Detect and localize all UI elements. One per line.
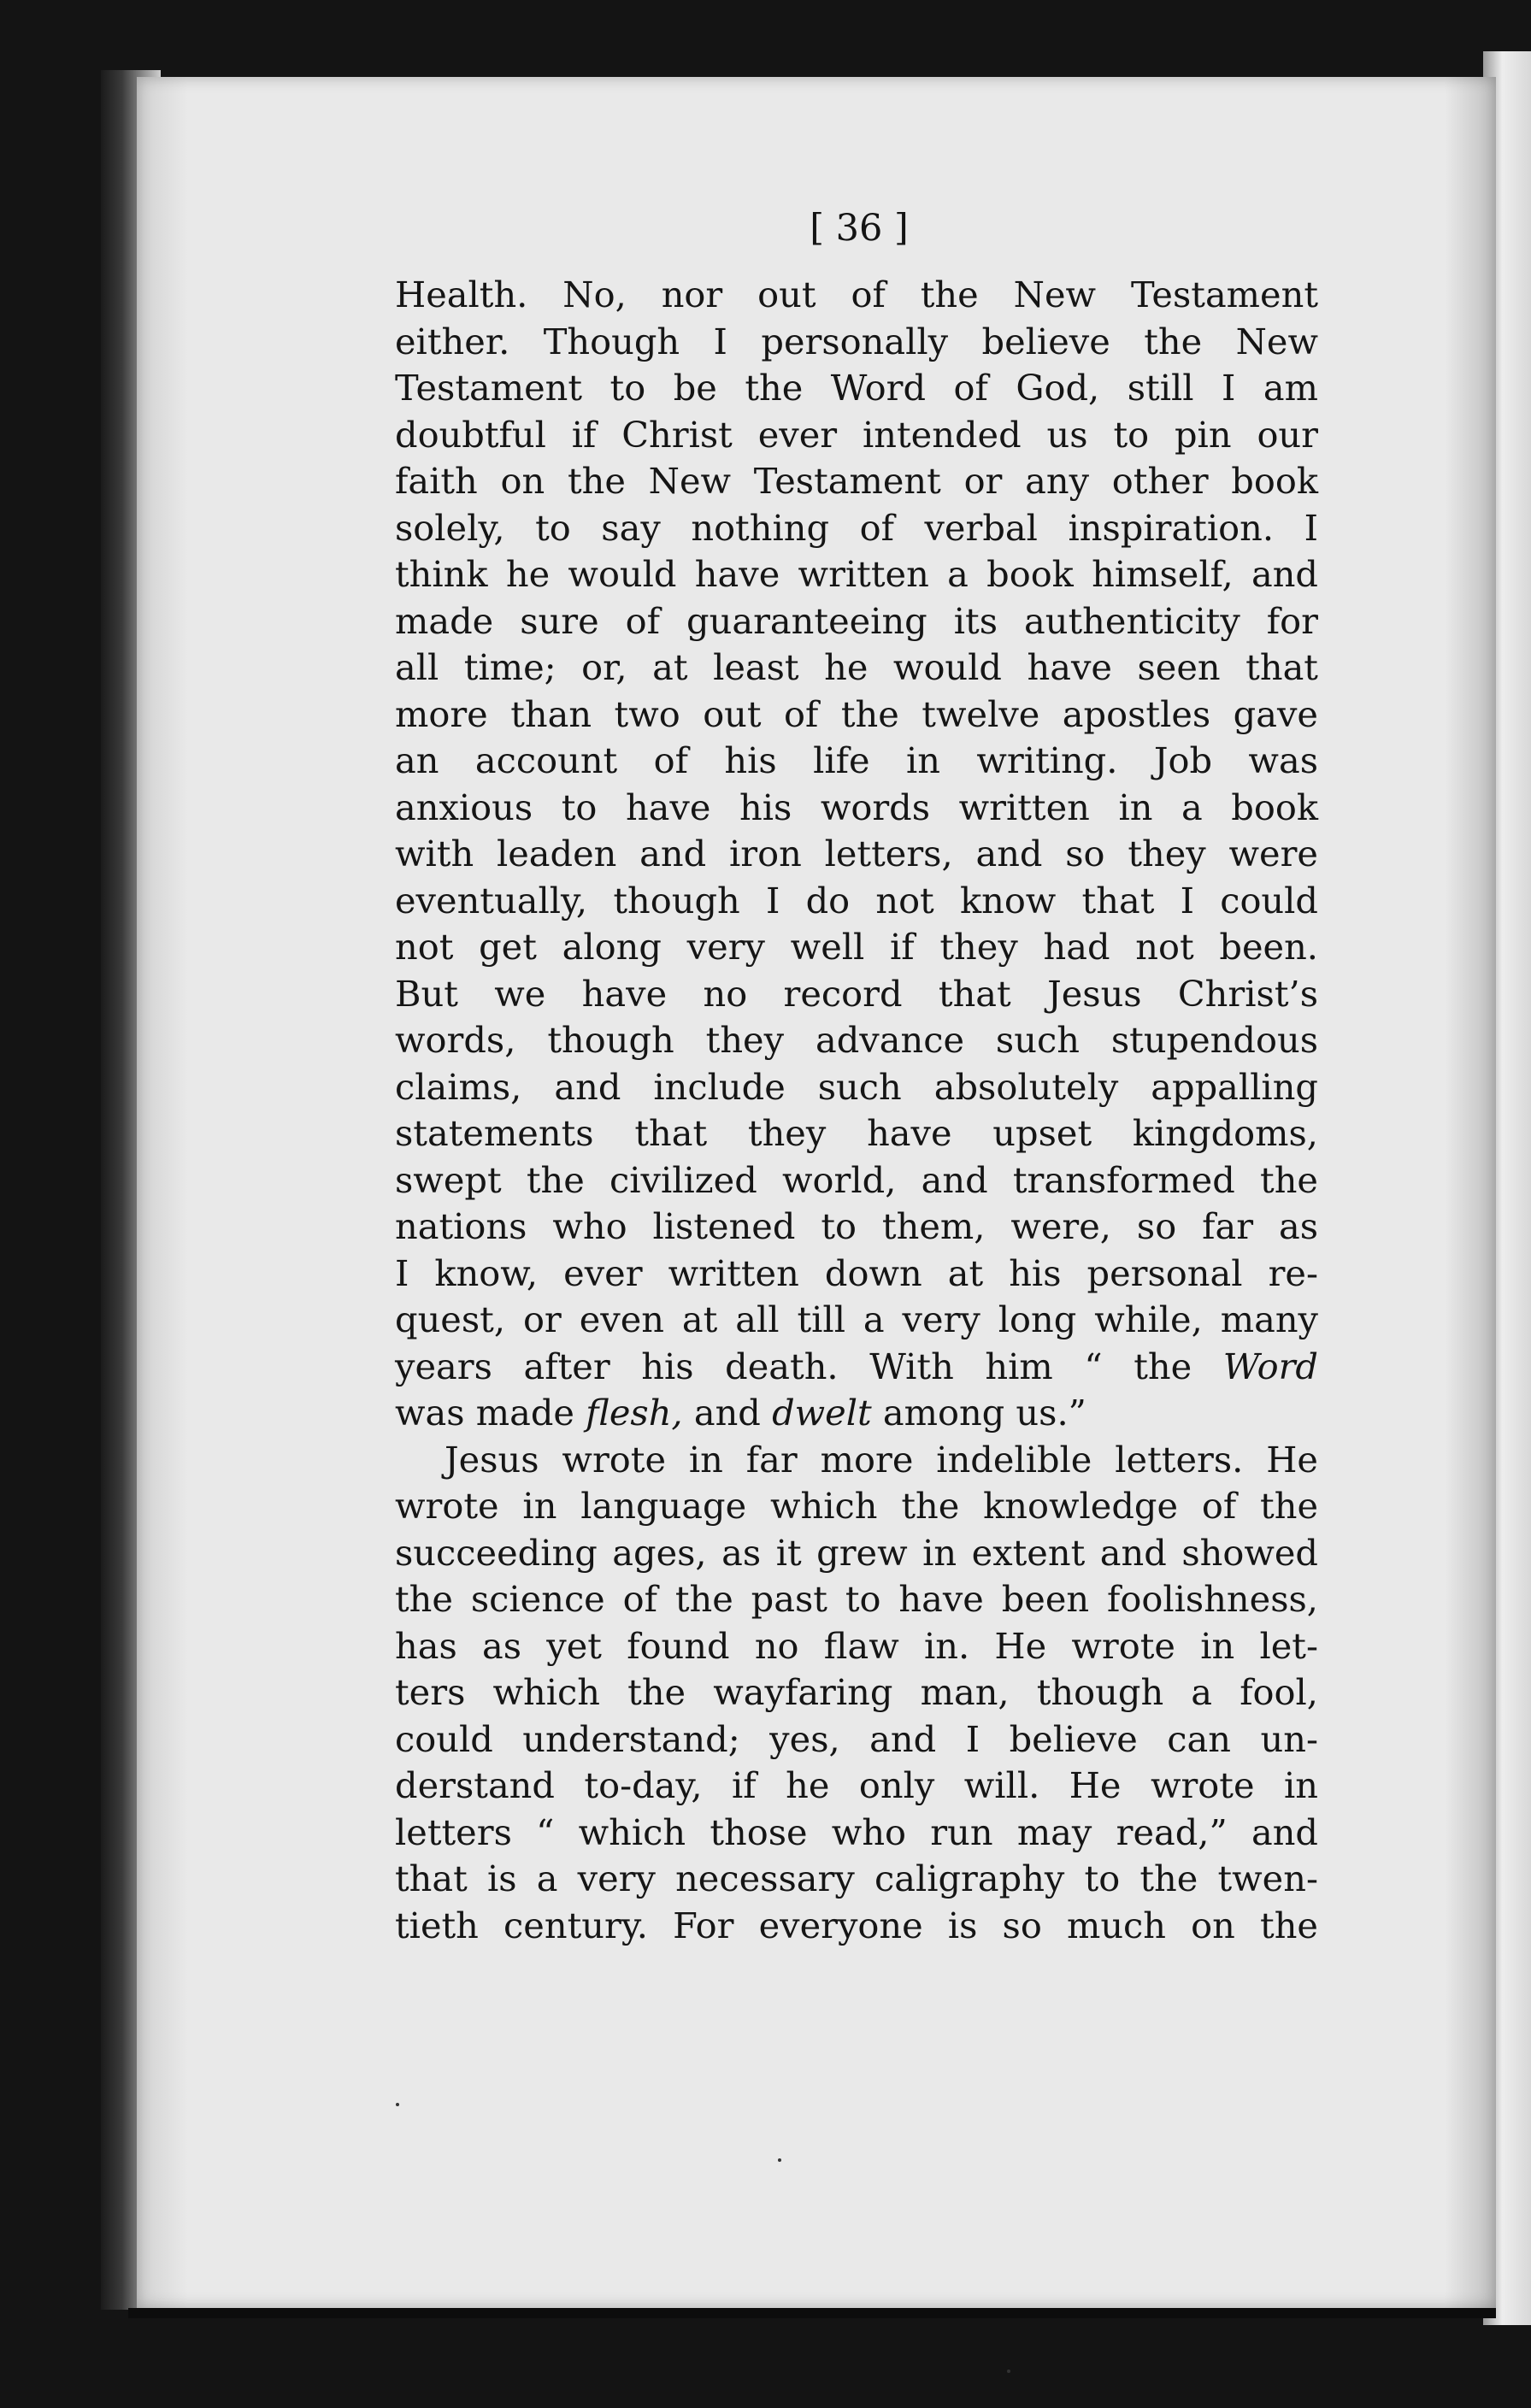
text-line: faith on the New Testament or any other book (395, 460, 1318, 502)
text-line: Jesus wrote in far more indelible letters. He (445, 1438, 1318, 1481)
text-line: with leaden and iron letters, and so they were (395, 833, 1318, 874)
text-line: swept the civilized world, and transformed the (395, 1158, 1318, 1201)
text-fragment: years after his death. With him “ the (395, 1345, 1223, 1387)
text-line-with-italic (395, 1390, 1318, 1437)
text-line: anxious to have his words written in a book (395, 786, 1318, 828)
text-line: But we have no record that Jesus Christ’s (395, 972, 1318, 1015)
page-number: [ 36 ] (810, 207, 909, 250)
text-line: think he would have written a book himself, and (395, 553, 1318, 595)
text-line: ters which the wayfaring man, though a fool, (395, 1671, 1318, 1713)
text-fragment: among us.” (871, 1392, 1086, 1434)
scan-speck (1007, 2370, 1010, 2373)
text-line: claims, and include such absolutely appalling (395, 1065, 1318, 1108)
text-line: the science of the past to have been foolishness, (395, 1578, 1318, 1620)
text-line: all time; or, at least he would have seen that (395, 646, 1318, 688)
text-line: wrote in language which the knowledge of the (395, 1485, 1318, 1527)
text-line: succeeding ages, as it grew in extent and showed (395, 1531, 1318, 1574)
italic-word: flesh, (586, 1392, 683, 1434)
text-fragment: and (682, 1392, 773, 1434)
text-line: statements that they have upset kingdoms, (395, 1112, 1318, 1154)
text-line: has as yet found no flaw in. He wrote in let- (395, 1624, 1318, 1667)
text-line: either. Though I personally believe the New (395, 320, 1318, 362)
text-line: could understand; yes, and I believe can un- (395, 1717, 1318, 1760)
text-line: made sure of guaranteeing its authenticity for (395, 599, 1318, 642)
text-line: solely, to say nothing of verbal inspiration. I (395, 506, 1318, 549)
text-line: an account of his life in writing. Job was (395, 739, 1318, 781)
italic-word: dwelt (772, 1392, 872, 1434)
text-line: not get along very well if they had not been. (395, 926, 1318, 968)
text-line: derstand to-day, if he only will. He wrote in (395, 1764, 1318, 1806)
text-line: nations who listened to them, were, so far as (395, 1205, 1318, 1247)
page-bottom-shadow (128, 2308, 1496, 2318)
scan-speck (778, 2158, 781, 2162)
text-line: letters “ which those who run may read,” and (395, 1810, 1318, 1853)
text-line-with-italic (395, 1344, 1318, 1391)
text-line: doubtful if Christ ever intended us to pin our (395, 413, 1318, 456)
scan-speck (396, 2103, 399, 2106)
text-line: Health. No, nor out of the New Testament (395, 274, 1318, 315)
text-line: I know, ever written down at his personal re- (395, 1251, 1318, 1294)
text-line: that is a very necessary caligraphy to the twen- (395, 1858, 1318, 1899)
italic-word: Word (1222, 1345, 1318, 1387)
text-line: quest, or even at all till a very long while, many (395, 1298, 1318, 1340)
text-line: more than two out of the twelve apostles gave (395, 692, 1318, 735)
text-line: Testament to be the Word of God, still I am (395, 367, 1318, 409)
text-line: eventually, though I do not know that I could (395, 879, 1318, 921)
text-line: tieth century. For everyone is so much on the (395, 1904, 1318, 1946)
text-fragment: was made (395, 1392, 586, 1434)
body-text (395, 272, 1318, 1949)
text-line: words, though they advance such stupendous (395, 1019, 1318, 1061)
